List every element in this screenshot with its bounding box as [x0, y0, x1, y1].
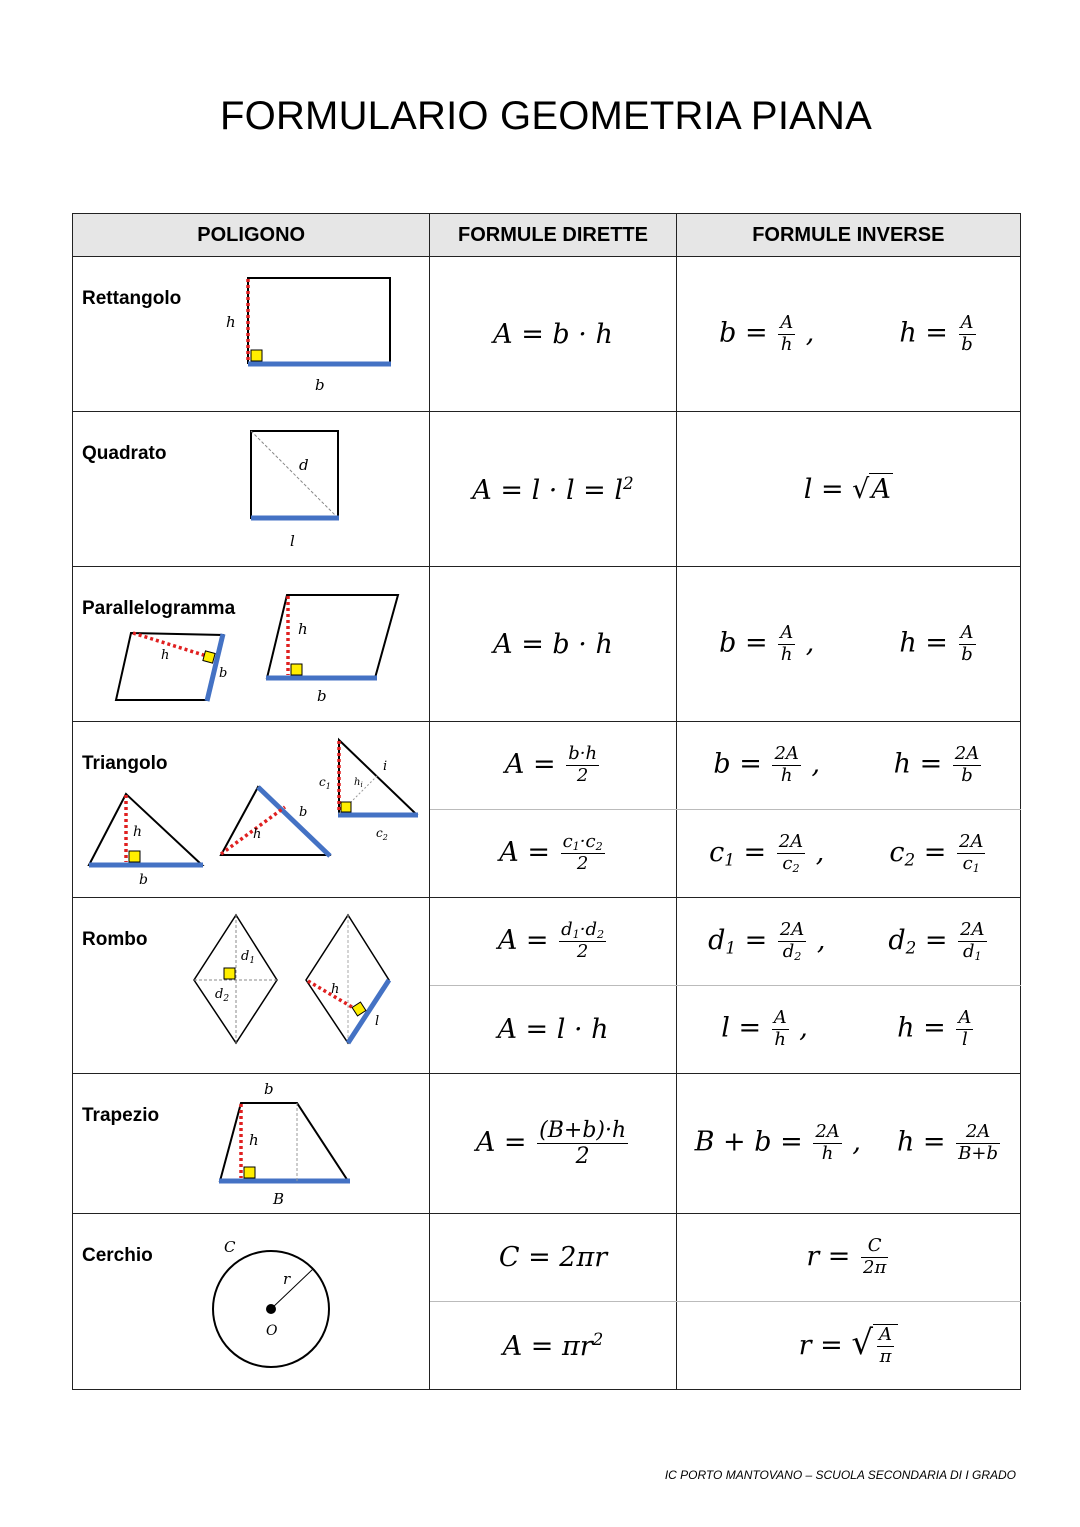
trapezoid-figure [73, 1074, 430, 1214]
label-h-right: h [298, 620, 308, 638]
direct-rombo-2: A = l · h [430, 986, 676, 1074]
header-polygon: POLIGONO [73, 214, 430, 257]
label-O: O [266, 1323, 278, 1339]
inverse-quadrato: l = √A [676, 412, 1020, 567]
label-c2: $c_2$ [376, 826, 388, 842]
header-row [73, 214, 1021, 257]
inverse-rettangolo: b = $\frac{A}{h}$ , h = $\frac{A}{b}$ [676, 257, 1020, 412]
row-rombo-1 [73, 898, 1021, 986]
shape-name: Cerchio [82, 1245, 153, 1266]
direct-triangolo-1: A = $\frac{b\cdot h}{2}$ [430, 722, 676, 810]
circle-figure [73, 1214, 430, 1390]
shape-name: Rettangolo [82, 288, 182, 309]
inverse-rombo-1: $d_1$ = $\frac{2A}{d_2}$ , $d_2$ = $\frac{2A}{d_1}$ [676, 898, 1020, 986]
row-triangolo-1 [73, 722, 1021, 810]
direct-parallelogramma: A = b · h [430, 567, 676, 722]
parallelogram-figure [73, 567, 430, 722]
direct-triangolo-2: A = $\frac{c_1\cdot c_2}{2}$ [430, 810, 676, 898]
cell-rombo [73, 898, 430, 1074]
label-b: b [139, 872, 148, 888]
label-l: l [290, 532, 295, 550]
label-b: b [315, 376, 325, 394]
direct-rettangolo: A = b · h [430, 257, 676, 412]
formula-table [72, 213, 1021, 1390]
label-C: C [224, 1238, 236, 1256]
direct-trapezio: A = $\frac{(B+b)\cdot h}{2}$ [430, 1074, 676, 1214]
label-c1: $c_1$ [319, 775, 331, 791]
cell-rettangolo [73, 257, 430, 412]
row-trapezio [73, 1074, 1021, 1214]
row-parallelogramma [73, 567, 1021, 722]
direct-quadrato: $A = l \cdot l = l^2$ [430, 412, 676, 567]
rhombus-figure [73, 898, 430, 1074]
label-d2: $d_2$ [215, 987, 230, 1004]
label-h: h [226, 313, 236, 331]
inverse-triangolo-2: $c_1$ = $\frac{2A}{c_2}$ , $c_2$ = $\frac{2A}{c_1}$ [676, 810, 1020, 898]
label-i: i [383, 759, 388, 774]
shape-name: Parallelogramma [82, 598, 236, 619]
cell-quadrato [73, 412, 430, 567]
square-figure [73, 412, 430, 567]
label-l: l [375, 1014, 380, 1029]
label-d: d [299, 456, 309, 474]
shape-name: Quadrato [82, 443, 167, 464]
inverse-trapezio: B + b = $\frac{2A}{h}$ , h = $\frac{2A}{B+b}$ [676, 1074, 1020, 1214]
direct-cerchio-2: $A = \pi r^2$ [430, 1302, 676, 1390]
cell-triangolo [73, 722, 430, 898]
label-hi: $h_i$ [354, 777, 363, 789]
inverse-rombo-2: l = $\frac{A}{h}$ , h = $\frac{A}{l}$ [676, 986, 1020, 1074]
footer-text: IC PORTO MANTOVANO – SCUOLA SECONDARIA DI I GRADO [664, 1468, 1016, 1482]
shape-name: Rombo [82, 929, 148, 950]
row-quadrato [73, 412, 1021, 567]
triangle-figure [73, 722, 430, 898]
page-title: FORMULARIO GEOMETRIA PIANA [220, 94, 872, 138]
direct-rombo-1: A = $\frac{d_1\cdot d_2}{2}$ [430, 898, 676, 986]
label-b: b [264, 1080, 274, 1098]
label-h-left: h [161, 648, 170, 663]
cell-parallelogramma [73, 567, 430, 722]
inverse-cerchio-1: r = $\frac{C}{2\pi}$ [676, 1214, 1020, 1302]
label-h: h [133, 824, 143, 840]
header-direct: FORMULE DIRETTE [430, 214, 676, 257]
rectangle-figure [73, 257, 430, 412]
label-b2: b [299, 805, 308, 820]
label-b-right: b [317, 687, 327, 705]
label-h: h [249, 1131, 259, 1149]
label-B: B [273, 1190, 285, 1208]
inverse-cerchio-2: r = √ $\frac{A}{\pi}$ [676, 1302, 1020, 1390]
row-cerchio-1 [73, 1214, 1021, 1302]
label-d1: $d_1$ [241, 949, 256, 966]
label-h2: h [253, 827, 262, 842]
shape-name: Triangolo [82, 753, 168, 774]
row-rettangolo [73, 257, 1021, 412]
header-inverse: FORMULE INVERSE [676, 214, 1020, 257]
label-h: h [331, 982, 340, 997]
inverse-triangolo-1: b = $\frac{2A}{h}$ , h = $\frac{2A}{b}$ [676, 722, 1020, 810]
cell-trapezio [73, 1074, 430, 1214]
cell-cerchio [73, 1214, 430, 1390]
label-r: r [283, 1270, 291, 1288]
direct-cerchio-1: C = 2πr [430, 1214, 676, 1302]
inverse-parallelogramma: b = $\frac{A}{h}$ , h = $\frac{A}{b}$ [676, 567, 1020, 722]
shape-name: Trapezio [82, 1105, 160, 1126]
label-b-left: b [219, 666, 228, 681]
